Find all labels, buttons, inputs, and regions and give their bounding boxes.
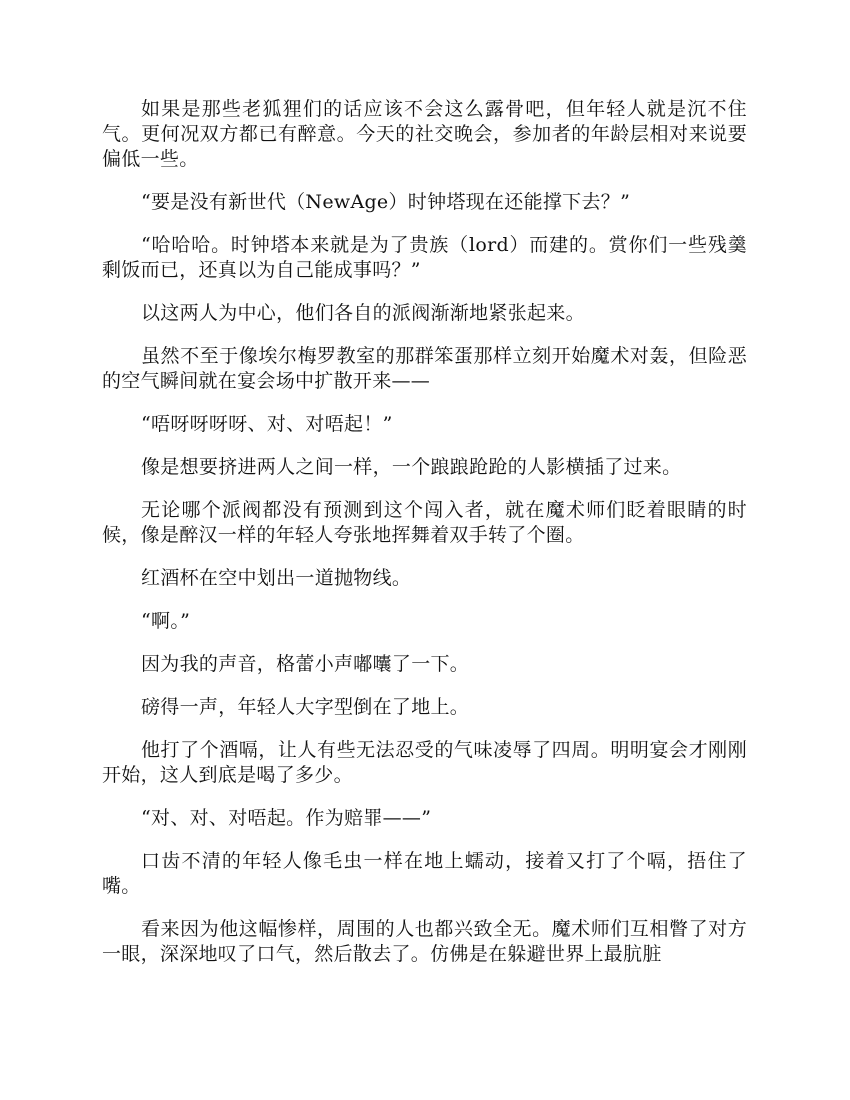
paragraph: 因为我的声音，格蕾小声嘟囔了一下。 <box>141 653 470 675</box>
paragraph: 看来因为他这幅惨样，周围的人也都兴致全无。魔术师们互相瞥了对方一眼，深深地叹了口气，然后散去了。仿佛是在躲避世界上最肮脏 <box>102 918 747 965</box>
document-page <box>102 97 747 985</box>
paragraph: “对、对、对唔起。作为赔罪——” <box>141 807 432 829</box>
paragraph: 虽然不至于像埃尔梅罗教室的那群笨蛋那样立刻开始魔术对轰，但险恶的空气瞬间就在宴会场中扩散开来—— <box>102 345 747 392</box>
paragraph: “唔呀呀呀呀、对、对唔起！” <box>141 413 393 435</box>
paragraph: 他打了个酒嗝，让人有些无法忍受的气味凌辱了四周。明明宴会才刚刚开始，这人到底是喝了多少。 <box>102 739 747 786</box>
paragraph: 以这两人为中心，他们各自的派阀渐渐地紧张起来。 <box>141 302 585 324</box>
paragraph: 口齿不清的年轻人像毛虫一样在地上蠕动，接着又打了个嗝，捂住了嘴。 <box>102 850 747 897</box>
paragraph: 无论哪个派阀都没有预测到这个闯入者，就在魔术师们眨着眼睛的时候，像是醉汉一样的年轻人夸张地挥舞着双手转了个圈。 <box>102 499 747 546</box>
paragraph: “啊。” <box>141 610 191 632</box>
paragraph: 像是想要挤进两人之间一样，一个踉踉跄跄的人影横插了过来。 <box>141 456 682 478</box>
paragraph: “要是没有新世代（NewAge）时钟塔现在还能撑下去？” <box>141 191 631 213</box>
paragraph: 如果是那些老狐狸们的话应该不会这么露骨吧，但年轻人就是沉不住气。更何况双方都已有醉意。今天的社交晚会，参加者的年龄层相对来说要偏低一些。 <box>102 98 747 170</box>
paragraph: 磅得一声，年轻人大字型倒在了地上。 <box>141 696 470 718</box>
paragraph: 红酒杯在空中划出一道抛物线。 <box>141 567 412 589</box>
paragraph: “哈哈哈。时钟塔本来就是为了贵族（lord）而建的。赏你们一些残羹剩饭而已，还真以为自己能成事吗？” <box>102 234 747 281</box>
